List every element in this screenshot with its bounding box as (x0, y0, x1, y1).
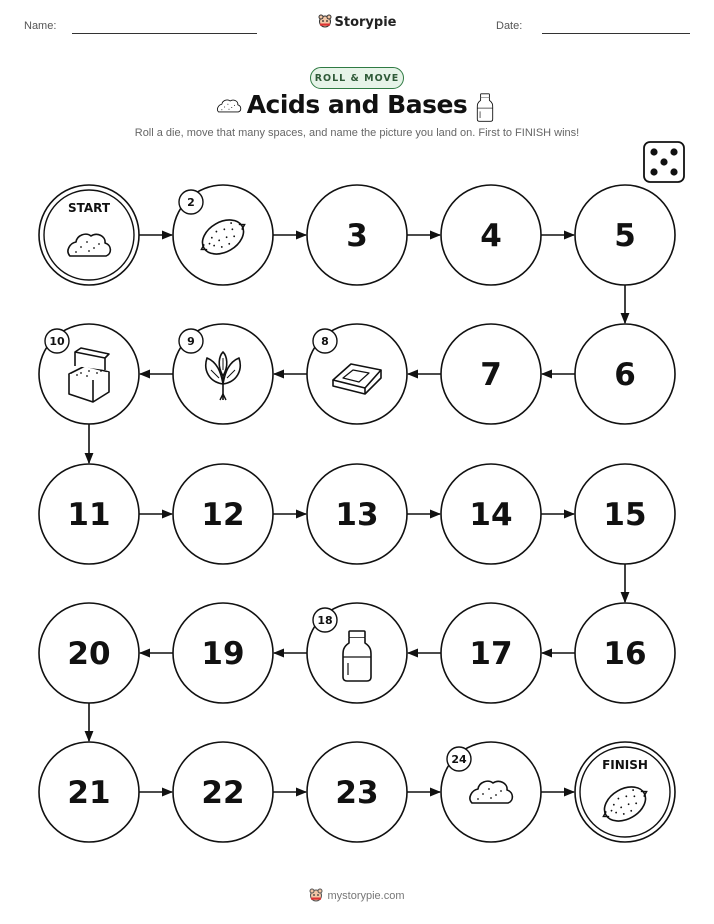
footer-site: mystorypie.com (327, 890, 405, 902)
footer (0, 888, 714, 902)
space-number: 23 (335, 775, 379, 811)
die-pip (660, 158, 667, 165)
die-pip (650, 148, 657, 155)
board-space-15[interactable] (575, 464, 675, 564)
space-number-badge: 8 (321, 335, 329, 348)
space-number: 15 (603, 497, 647, 533)
space-number: 13 (335, 497, 379, 533)
board-spaces (39, 185, 675, 842)
space-number-badge: 10 (49, 335, 65, 348)
space-number: 16 (603, 636, 647, 672)
space-number: 14 (469, 497, 513, 533)
space-number: 12 (201, 497, 245, 533)
space-number: 4 (480, 218, 502, 254)
board-space-23[interactable] (307, 742, 407, 842)
date-label: Date: (496, 20, 523, 32)
die-pip (650, 168, 657, 175)
board-space-18[interactable] (307, 603, 407, 703)
space-number-badge: 24 (451, 753, 467, 766)
board-space-6[interactable] (575, 324, 675, 424)
board-space-8[interactable] (307, 324, 407, 424)
space-number-badge: 2 (187, 196, 195, 209)
board-space-start[interactable] (39, 185, 139, 285)
board-space-17[interactable] (441, 603, 541, 703)
board-space-finish[interactable] (575, 742, 675, 842)
board-space-14[interactable] (441, 464, 541, 564)
space-number: 21 (67, 775, 111, 811)
board-space-10[interactable] (39, 324, 139, 424)
die-pip (670, 168, 677, 175)
name-label: Name: (24, 20, 57, 32)
board-space-13[interactable] (307, 464, 407, 564)
baking-soda-icon (217, 100, 240, 112)
space-number: 17 (469, 636, 513, 672)
board-space-5[interactable] (575, 185, 675, 285)
board-space-11[interactable] (39, 464, 139, 564)
die-pip (670, 148, 677, 155)
title-decorations (217, 94, 492, 122)
brand-name: Storypie (334, 15, 397, 30)
storypie-footer-logo-icon (309, 888, 323, 902)
page-title: Acids and Bases (246, 90, 468, 119)
milk-bottle-icon (477, 94, 492, 122)
activity-badge: ROLL & MOVE (310, 67, 404, 89)
space-number: 5 (614, 218, 636, 254)
board-space-19[interactable] (173, 603, 273, 703)
instructions: Roll a die, move that many spaces, and name the picture you land on. First to FINISH wins! (134, 127, 580, 139)
die-icon (644, 142, 684, 182)
board-space-9[interactable] (173, 324, 273, 424)
board-space-22[interactable] (173, 742, 273, 842)
board-space-4[interactable] (441, 185, 541, 285)
board-space-21[interactable] (39, 742, 139, 842)
board-space-2[interactable] (173, 185, 273, 285)
space-number-badge: 9 (187, 335, 195, 348)
space-number: 6 (614, 357, 636, 393)
board-space-20[interactable] (39, 603, 139, 703)
space-label: FINISH (602, 758, 648, 772)
space-number: 20 (67, 636, 111, 672)
board-space-7[interactable] (441, 324, 541, 424)
space-number: 19 (201, 636, 245, 672)
board-space-24[interactable] (441, 742, 541, 842)
space-number: 7 (480, 357, 502, 393)
space-number: 22 (201, 775, 245, 811)
board-space-3[interactable] (307, 185, 407, 285)
space-number: 3 (346, 218, 368, 254)
space-number-badge: 18 (317, 614, 333, 627)
board-space-16[interactable] (575, 603, 675, 703)
board-space-12[interactable] (173, 464, 273, 564)
space-number: 11 (67, 497, 111, 533)
space-label: START (67, 201, 111, 215)
